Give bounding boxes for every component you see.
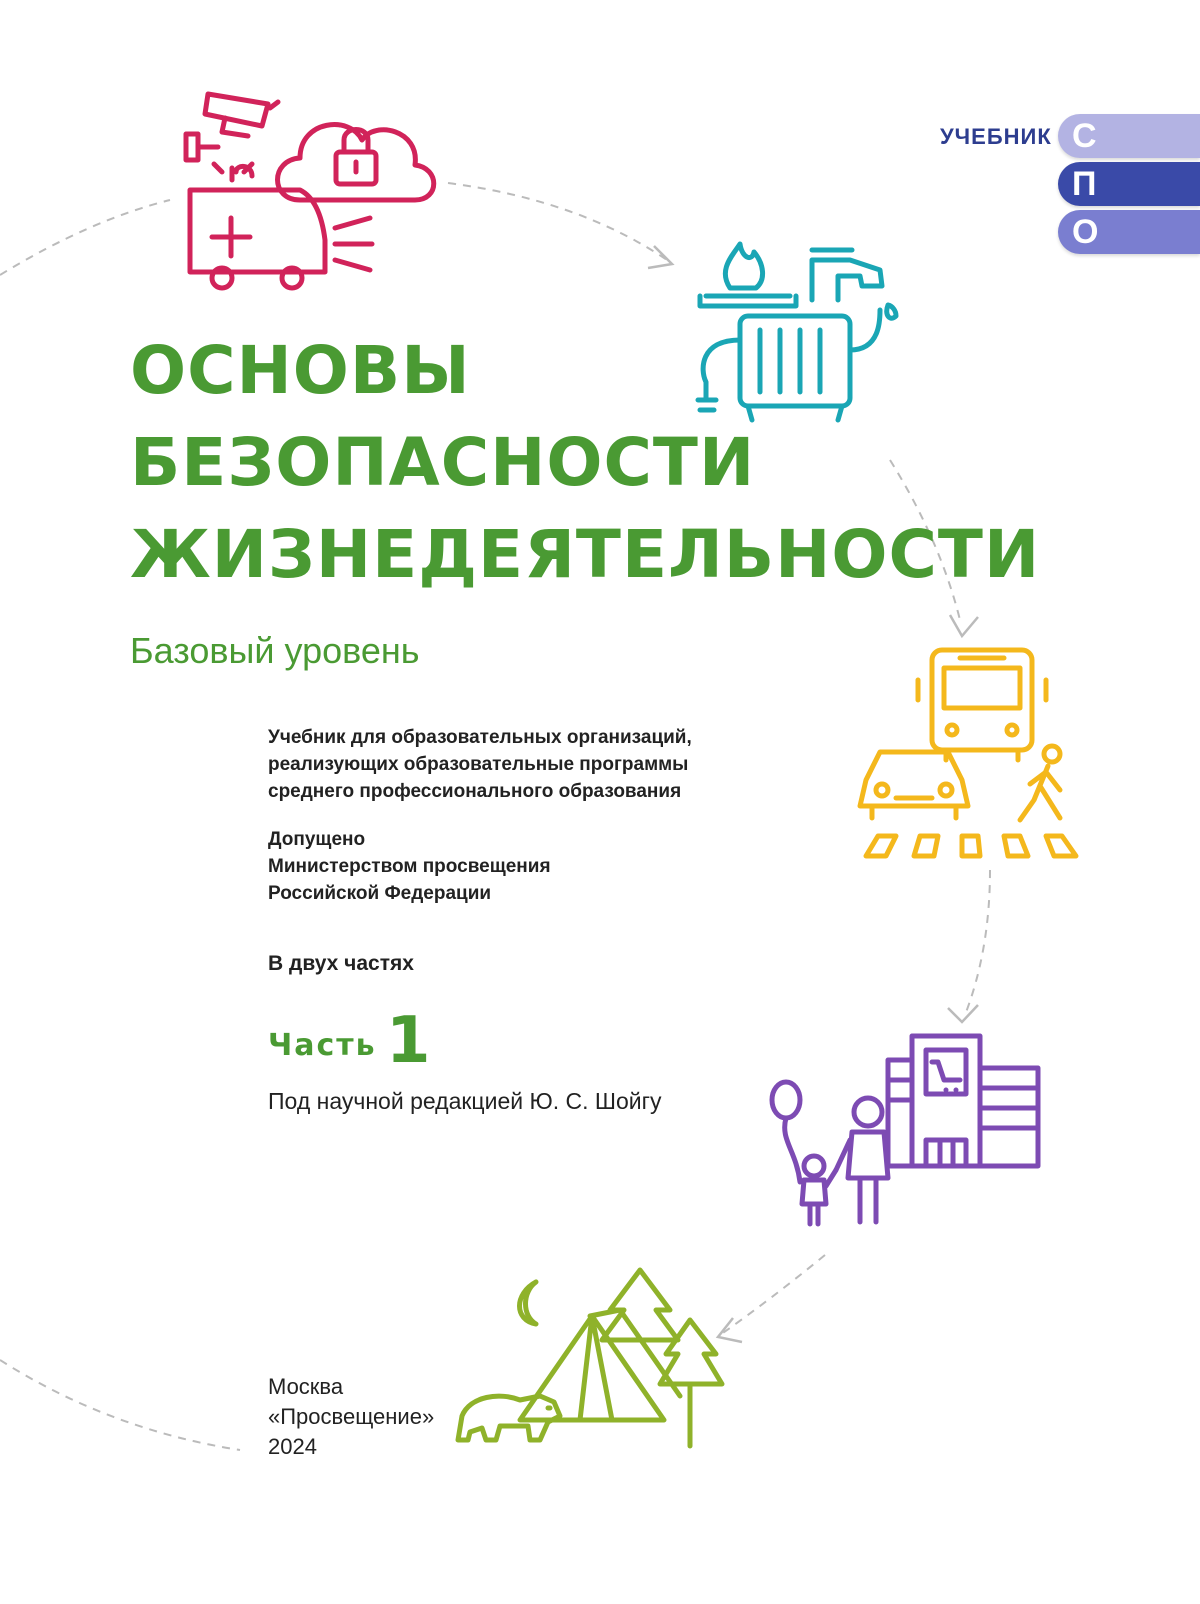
editor-credit: Под научной редакцией Ю. С. Шойгу	[268, 1088, 662, 1114]
security-camera-icon	[186, 94, 278, 160]
title-line-1: ОСНОВЫ	[130, 332, 471, 409]
radiator-icon	[698, 310, 880, 420]
imprint	[268, 1372, 434, 1462]
purpose-line: реализующих образовательные программы	[268, 754, 689, 775]
approval-line: Российской Федерации	[268, 883, 492, 904]
shopping-mall-icon	[888, 1036, 1038, 1166]
balloon-icon	[772, 1082, 800, 1182]
parts-count: В двух частях	[268, 952, 414, 975]
approval-line: Министерством просвещения	[268, 856, 551, 877]
badge-letter-s: С	[1058, 114, 1200, 158]
imprint-city: Москва	[268, 1374, 344, 1399]
purpose-line: Учебник для образовательных организаций,	[268, 727, 692, 748]
crosswalk-icon	[866, 836, 1076, 856]
fire-icon	[700, 244, 796, 306]
subtitle-level: Базовый уровень	[130, 630, 420, 671]
mother-child-icon	[802, 1098, 888, 1224]
imprint-year: 2024	[268, 1434, 317, 1459]
purpose-line: среднего профессионального образования	[268, 781, 682, 802]
purpose-statement	[268, 724, 692, 805]
badge-letter-p: П	[1058, 162, 1200, 206]
title-line-3: ЖИЗНЕДЕЯТЕЛЬНОСТИ	[130, 516, 1041, 593]
approval-line: Допущено	[268, 829, 366, 850]
moon-icon	[520, 1282, 537, 1324]
part-label: Часть	[268, 1028, 377, 1063]
part-number: 1	[386, 1004, 431, 1078]
pedestrian-icon	[1020, 746, 1060, 820]
faucet-icon	[812, 250, 896, 318]
title-line-2: БЕЗОПАСНОСТИ	[130, 424, 756, 501]
bus-icon	[918, 650, 1046, 760]
car-icon	[860, 752, 968, 818]
textbook-label: УЧЕБНИК	[940, 124, 1052, 149]
imprint-publisher: «Просвещение»	[268, 1404, 435, 1429]
tent-icon	[520, 1310, 680, 1420]
approval-statement	[268, 826, 551, 907]
badge-letter-o: О	[1058, 210, 1200, 254]
